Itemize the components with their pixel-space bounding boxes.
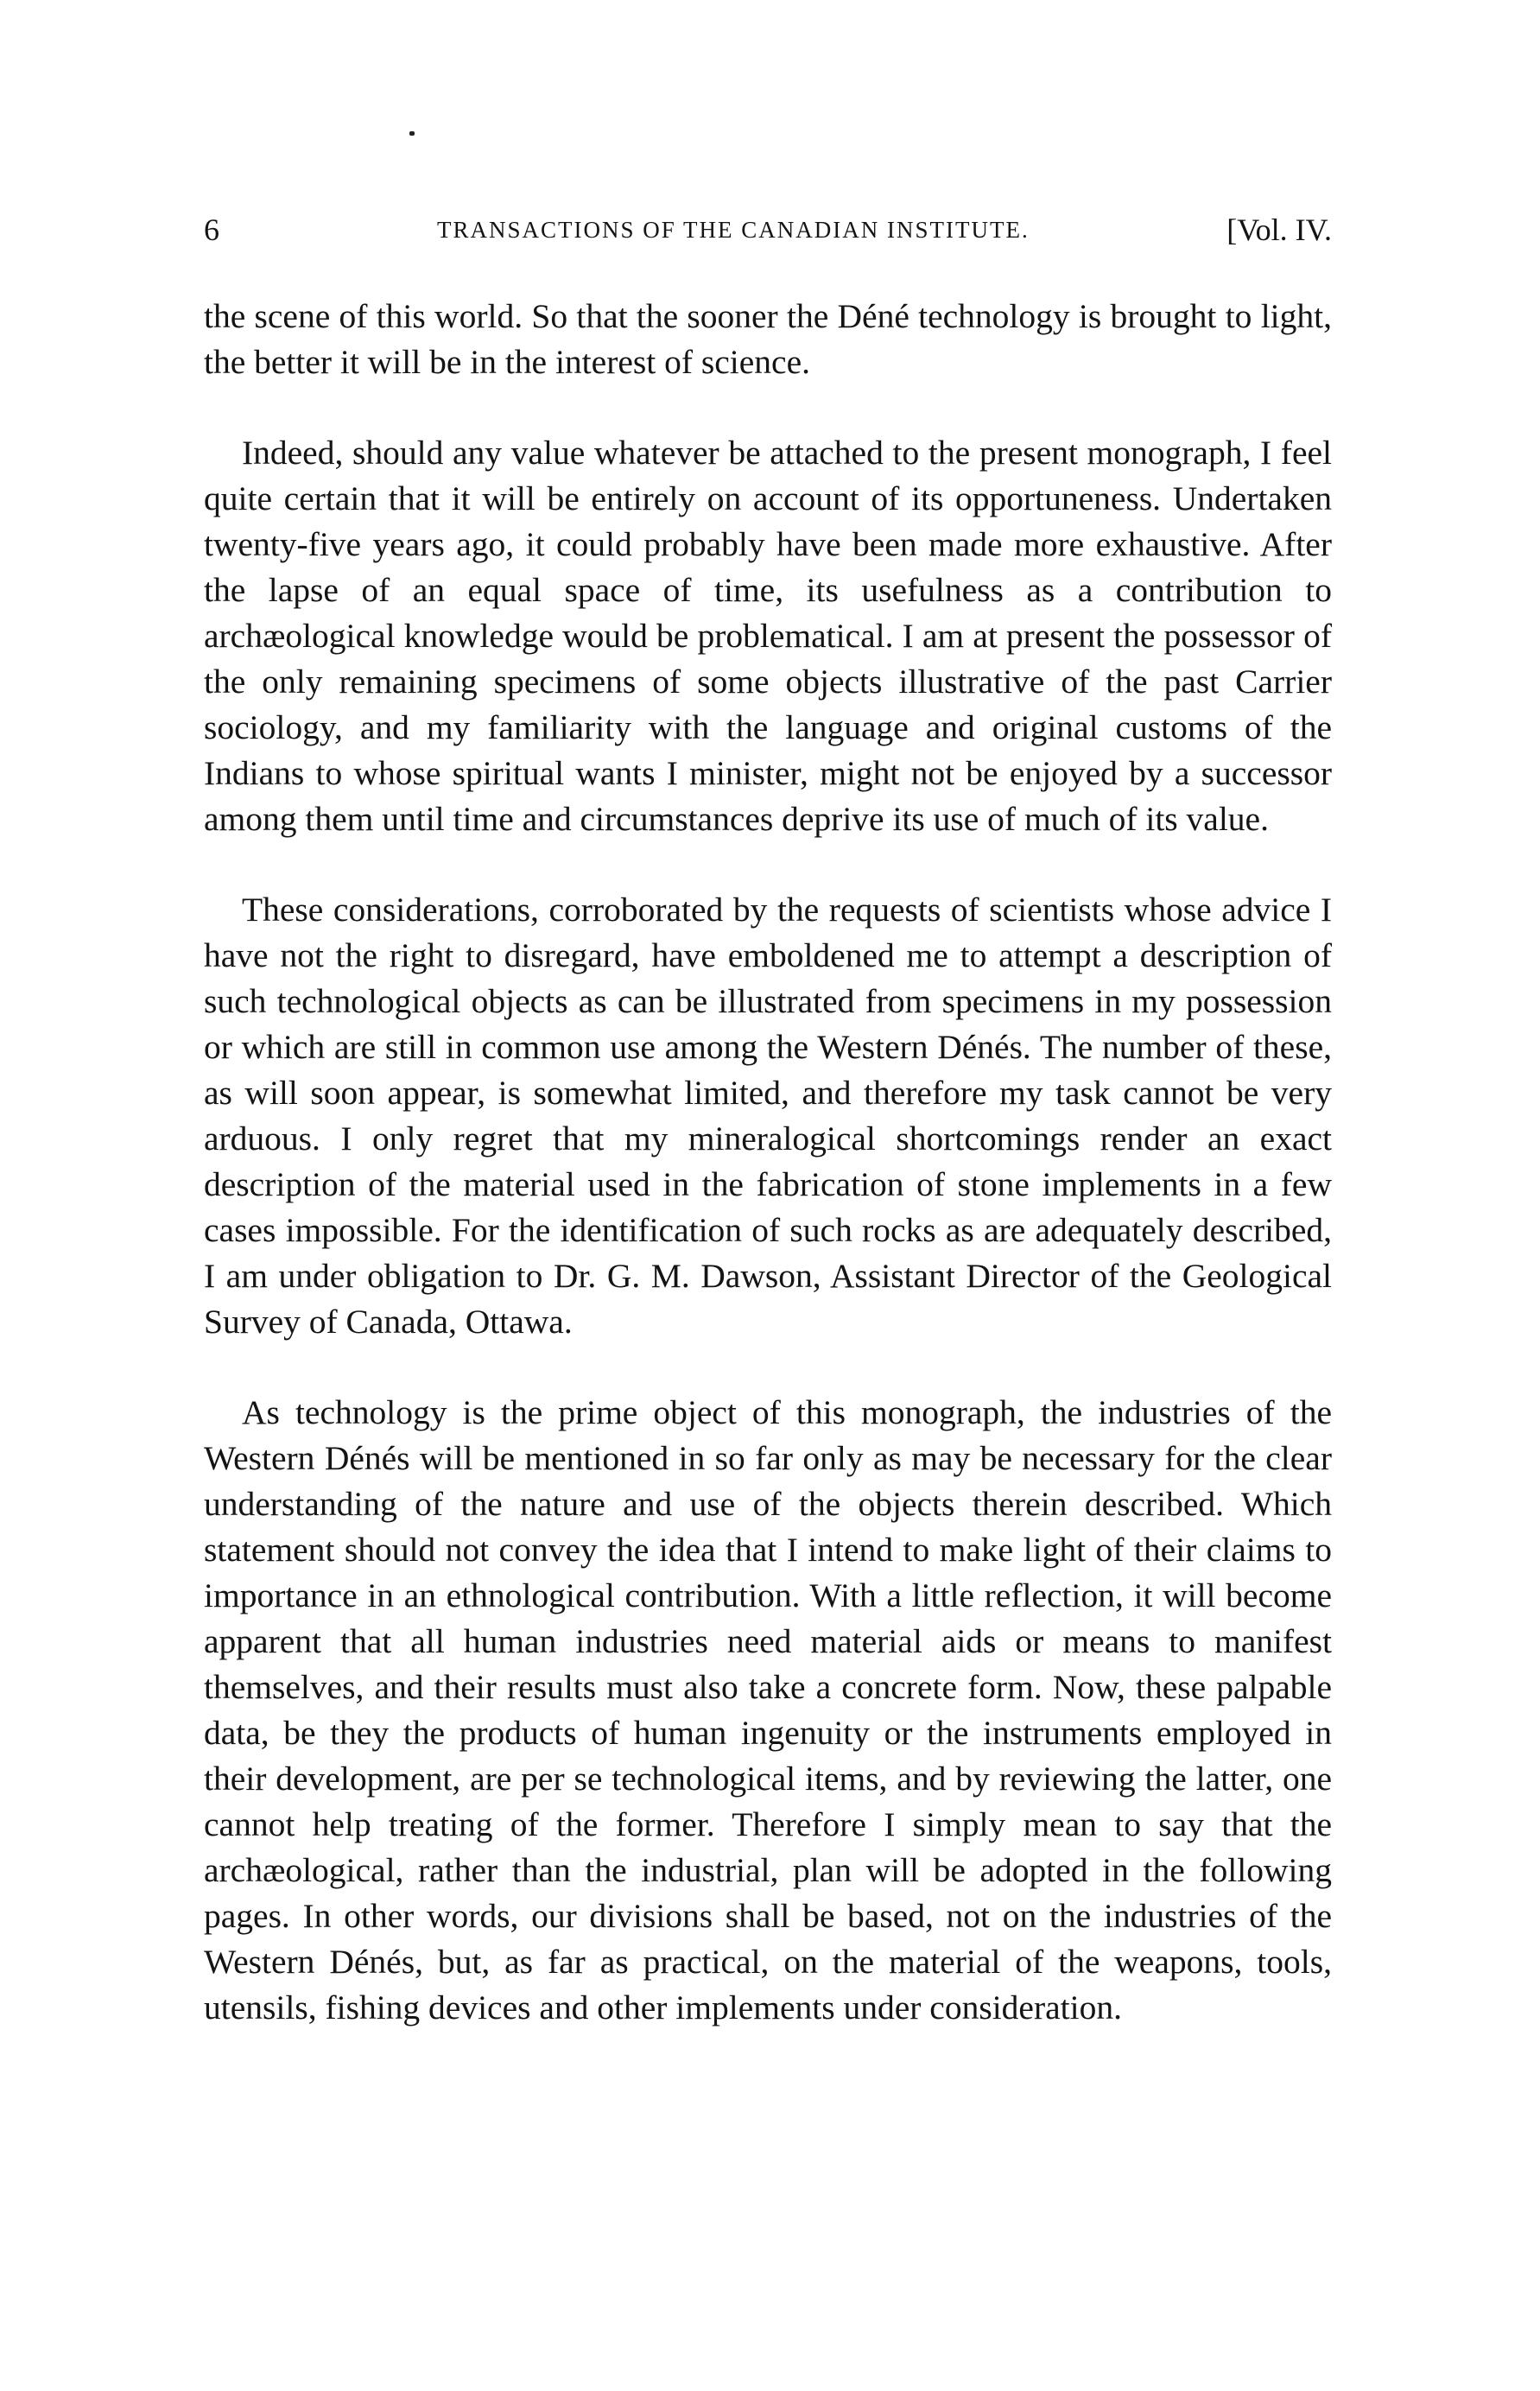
paragraph-considerations: These considerations, corroborated by the requests of scientists whose advice I have not the right to disregard, have emboldened me to attempt a description of such technological objects as can be illustrated from specimens in my possession or which are still in common use among the Western Dénés. The number of these, as will soon appear, is somewhat limited, and therefore my task cannot be very arduous. I only regret that my mineralogical shortcomings render an exact description of the material used in the fabrication of stone implements in a few cases impossible. For the identification of such rocks as are adequately described, I am under obligation to Dr. G. M. Dawson, Assistant Director of the Geological Survey of Canada, Ottawa. bbox=[204, 891, 1332, 1341]
body-text bbox=[204, 294, 1332, 2031]
paragraph-continued: the scene of this world. So that the sooner the Déné technology is brought to light, the better it will be in the interest of science. bbox=[204, 297, 1332, 381]
page-number: 6 bbox=[204, 212, 219, 247]
paragraph-opportuneness: Indeed, should any value whatever be attached to the present monograph, I feel quite certain that it will be entirely on account of its opportuneness. Undertaken twenty-five years ago, it could probably have been made more exhaustive. After the lapse of an equal space of time, its usefulness as a contribution to archæological knowledge would be problematical. I am at present the possessor of the only remaining specimens of some objects illustrative of the past Carrier sociology, and my familiarity with the language and original customs of the Indians to whose spiritual wants I minister, might not be enjoyed by a successor among them until time and circumstances deprive its use of much of its value. bbox=[204, 434, 1332, 838]
running-title: TRANSACTIONS OF THE CANADIAN INSTITUTE. bbox=[437, 217, 1030, 243]
volume-label: [Vol. IV. bbox=[1226, 212, 1332, 247]
stray-ink-mark bbox=[409, 131, 415, 136]
paragraph-technology: As technology is the prime object of this monograph, the industries of the Western Dénés will be mentioned in so far only as may be necessary for the clear understanding of the nature and use of the objects therein described. Which statement should not convey the idea that I intend to make light of their claims to importance in an ethnological contribution. With a little reflection, it will become apparent that all human industries need material aids or means to manifest themselves, and their results must also take a concrete form. Now, these palpable data, be they the products of human ingenuity or the instruments employed in their development, are per se technological items, and by reviewing the latter, one cannot help treating of the former. Therefore I simply mean to say that the archæological, rather than the industrial, plan will be adopted in the following pages. In other words, our divisions shall be based, not on the industries of the Western Dénés, but, as far as practical, on the material of the weapons, tools, utensils, fishing devices and other implements under consideration. bbox=[204, 1393, 1332, 2026]
running-header bbox=[204, 204, 1332, 256]
